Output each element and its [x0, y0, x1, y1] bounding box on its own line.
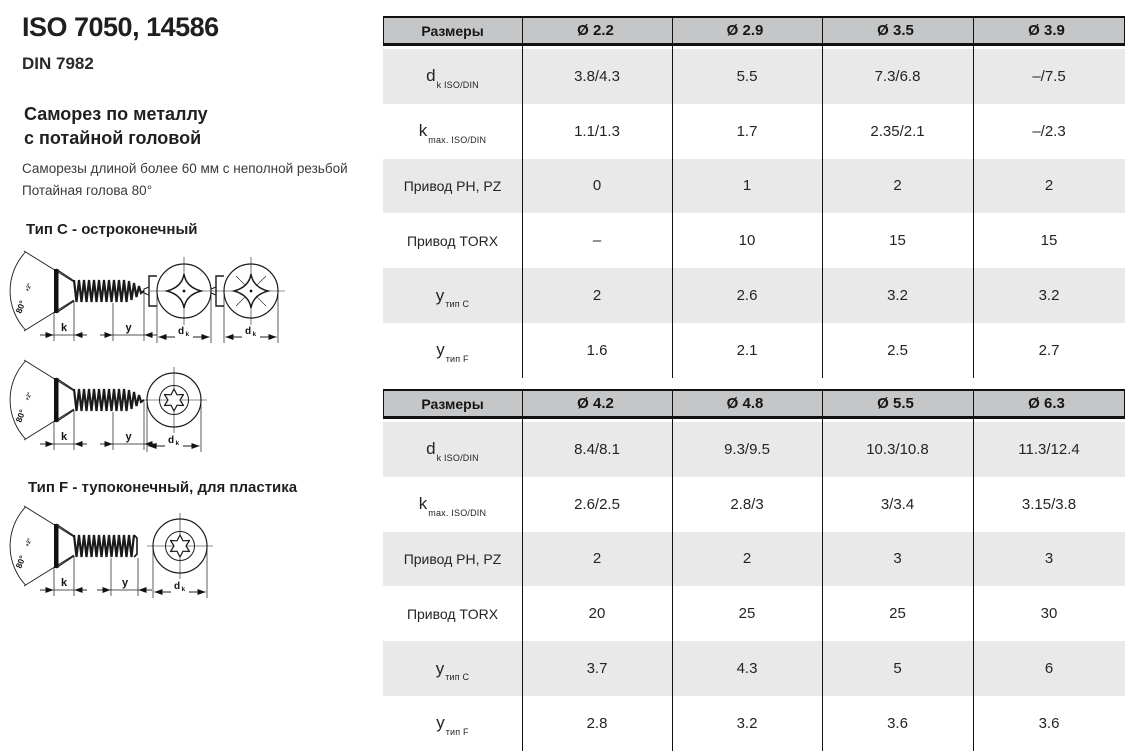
column-header-diameter: Ø 2.9: [726, 22, 764, 39]
row-label: [383, 159, 522, 214]
table-header-row: [383, 389, 1125, 419]
row-label-symbol: y: [435, 658, 445, 678]
table-value-cell: 30: [1040, 605, 1058, 623]
table-value-cell: 5: [893, 660, 902, 678]
dk-dimension-label: d: [177, 326, 185, 337]
table-row: [383, 586, 1125, 641]
pz-head-view: [211, 257, 285, 343]
column-header-diameter: Ø 2.2: [577, 22, 614, 39]
table-value-cell: –/7.5: [1032, 67, 1066, 85]
table-value-cell: 3.2: [887, 287, 908, 305]
table-value-cell: –: [592, 232, 602, 250]
column-header-diameter: Ø 6.3: [1028, 395, 1065, 412]
table-row: [383, 641, 1125, 696]
angle-tolerance-label: +2°: [24, 282, 34, 293]
dk-dimension-subscript: k: [185, 331, 190, 338]
row-label: [383, 104, 522, 159]
column-divider: [973, 389, 974, 751]
dk-dimension-subscript: k: [175, 440, 180, 447]
column-divider: [522, 16, 523, 378]
description-line-2: Потайная голова 80°: [22, 183, 153, 198]
table-row: [383, 159, 1125, 214]
row-label: [383, 268, 522, 323]
row-label: [383, 323, 522, 378]
screw-head-face: [54, 524, 59, 568]
table-value-cell: 3.15/3.8: [1021, 495, 1077, 513]
screw-head-face: [54, 269, 59, 313]
column-header-diameter: Ø 3.5: [877, 22, 914, 39]
head-cone-bottom: [56, 556, 74, 568]
row-label: [383, 532, 522, 587]
table-value-cell: 10.3/10.8: [866, 440, 929, 458]
angle-arc: [10, 507, 25, 585]
table-value-cell: 8.4/8.1: [574, 440, 620, 458]
table-value-cell: 3: [893, 550, 902, 568]
table-value-cell: 2.7: [1038, 341, 1060, 359]
table-value-cell: 2.8/3: [730, 495, 764, 513]
table-body: [383, 422, 1125, 751]
table-value-cell: 3.7: [586, 660, 608, 678]
table-value-cell: 7.3/6.8: [874, 67, 921, 85]
row-label: [383, 49, 522, 104]
dk-dimension-subscript: k: [252, 331, 257, 338]
y-dimension-label: y: [125, 322, 132, 334]
table-value-cell: 10: [738, 232, 756, 250]
column-header-diameter: Ø 5.5: [877, 395, 914, 412]
column-divider: [822, 389, 823, 751]
thread-profile: [74, 535, 134, 557]
table-value-cell: 3.2: [1038, 287, 1060, 305]
table-value-cell: 1: [742, 177, 752, 195]
row-label: [383, 586, 522, 641]
torx-head-view: [141, 367, 207, 452]
row-label-symbol: d: [426, 66, 436, 86]
row-label: [383, 477, 522, 532]
thread-profile: [74, 389, 144, 411]
row-label-subscript: k ISO/DIN: [436, 452, 479, 463]
head-cone-top: [56, 378, 74, 390]
table-value-cell: 1.1/1.3: [574, 122, 620, 140]
left-panel: [0, 0, 383, 753]
table-value-cell: 3.6: [887, 714, 908, 732]
thread-profile: [74, 280, 144, 302]
table-value-cell: 4.3: [736, 660, 758, 678]
table-row: [383, 268, 1125, 323]
table-row: [383, 477, 1125, 532]
angle-leg-top: [24, 251, 74, 282]
row-label-subscript: тип F: [445, 726, 469, 737]
table-value-cell: 25: [738, 605, 756, 623]
dk-dimension-label: d: [244, 326, 252, 337]
table-value-cell: 3: [1044, 550, 1054, 568]
torx-recess-icon: [171, 535, 190, 557]
type-c-ph-pz-drawing: [8, 249, 286, 345]
torx-head-view: [147, 513, 213, 598]
k-dimension-label: k: [60, 322, 68, 334]
k-dimension-label: k: [60, 577, 68, 589]
table-value-cell: 15: [889, 232, 906, 250]
screw-head-face: [54, 378, 59, 422]
product-name-line-1: Саморез по металлу: [24, 104, 208, 124]
row-label-subscript: тип C: [445, 298, 470, 309]
row-label-subscript: тип F: [445, 353, 469, 364]
table-value-cell: 20: [588, 605, 606, 623]
type-f-heading: Тип F - тупоконечный, для пластика: [28, 479, 298, 496]
size-table-small-diameters: [383, 16, 1125, 378]
type-c-torx-drawing: [8, 358, 218, 454]
table-row: [383, 422, 1125, 477]
row-label: [383, 213, 522, 268]
table-header-dimensions: Размеры: [421, 22, 484, 39]
table-value-cell: 2: [592, 550, 602, 568]
table-value-cell: 3.8/4.3: [574, 67, 620, 85]
table-value-cell: 2.6/2.5: [574, 495, 620, 513]
table-value-cell: 2.35/2.1: [870, 122, 925, 140]
head-cone-top: [56, 269, 74, 281]
table-value-cell: 5.5: [736, 67, 758, 85]
table-value-cell: 2.6: [736, 287, 758, 305]
row-label-subscript: max. ISO/DIN: [428, 134, 487, 145]
row-label-symbol: y: [435, 285, 445, 305]
countersunk-screw-side-view: [10, 360, 157, 450]
angle-arc: [10, 361, 25, 439]
row-label-subscript: тип C: [445, 671, 470, 682]
type-c-heading: Тип C - остроконечный: [26, 221, 198, 238]
table-value-cell: 3.2: [736, 714, 758, 732]
head-cone-bottom: [56, 301, 74, 313]
angle-label: 80°: [13, 299, 28, 315]
table-value-cell: 0: [592, 177, 602, 195]
row-label: [383, 696, 522, 751]
y-dimension-label: y: [121, 577, 129, 589]
table-value-cell: –/2.3: [1032, 122, 1066, 140]
table-value-cell: 9.3/9.5: [724, 440, 770, 458]
head-cone-bottom: [56, 410, 74, 422]
table-value-cell: 25: [889, 605, 906, 623]
center-dot: [183, 290, 186, 293]
row-label-symbol: k: [418, 121, 428, 141]
table-value-cell: 2: [742, 550, 752, 568]
blunt-screw-side-view: [10, 506, 152, 596]
k-dimension-label: k: [60, 431, 68, 443]
column-divider: [672, 16, 673, 378]
table-value-cell: 1.7: [736, 122, 758, 140]
angle-label: 80°: [13, 408, 28, 424]
angle-tolerance-label: +2°: [24, 537, 34, 548]
table-row: [383, 532, 1125, 587]
center-dot: [250, 290, 253, 293]
type-f-torx-drawing: [8, 504, 220, 600]
table-row: [383, 696, 1125, 751]
table-row: [383, 49, 1125, 104]
row-label-symbol: y: [436, 713, 445, 733]
table-value-cell: 2: [893, 177, 902, 195]
row-label-subscript: k ISO/DIN: [436, 79, 479, 90]
table-header-row: [383, 16, 1125, 46]
table-value-cell: 2: [1044, 177, 1054, 195]
row-label-symbol: k: [418, 494, 428, 514]
table-value-cell: 2: [592, 287, 602, 305]
dk-dimension-label: d: [167, 435, 175, 446]
row-label-symbol: d: [426, 439, 436, 459]
table-row: [383, 213, 1125, 268]
size-table-large-diameters: [383, 389, 1125, 751]
standard-title: ISO 7050, 14586: [22, 12, 219, 42]
angle-tolerance-label: +2°: [24, 391, 34, 402]
row-label-symbol: y: [436, 340, 445, 360]
table-header-dimensions: Размеры: [421, 395, 484, 412]
row-label-symbol: Привод TORX: [406, 605, 499, 622]
dk-dimension-subscript: k: [181, 586, 186, 593]
row-label-symbol: Привод PH, PZ: [403, 550, 502, 567]
angle-leg-top: [24, 360, 74, 391]
head-profile-notch: [144, 287, 149, 295]
table-value-cell: 6: [1044, 660, 1054, 678]
row-label-symbol: Привод PH, PZ: [403, 177, 502, 194]
column-divider: [973, 16, 974, 378]
column-divider: [822, 16, 823, 378]
table-value-cell: 2.5: [887, 341, 908, 359]
countersunk-screw-side-view: [10, 251, 157, 341]
ph-head-view: [144, 257, 218, 343]
table-value-cell: 2.8: [586, 714, 608, 732]
column-header-diameter: Ø 3.9: [1028, 22, 1065, 39]
y-dimension-label: y: [125, 431, 132, 443]
row-label-subscript: max. ISO/DIN: [428, 507, 487, 518]
table-value-cell: 1.6: [586, 341, 608, 359]
column-divider: [672, 389, 673, 751]
column-header-diameter: Ø 4.8: [726, 395, 764, 412]
head-cone-top: [56, 524, 74, 536]
torx-recess-icon: [165, 389, 184, 411]
description-line-1: Саморезы длиной более 60 мм с неполной резьбой: [22, 161, 348, 176]
angle-arc: [10, 252, 25, 330]
table-value-cell: 2.1: [736, 341, 758, 359]
column-divider: [522, 389, 523, 751]
product-name-line-2: с потайной головой: [24, 128, 202, 148]
angle-label: 80°: [13, 554, 28, 570]
column-header-diameter: Ø 4.2: [577, 395, 614, 412]
angle-leg-top: [24, 506, 74, 537]
row-label: [383, 422, 522, 477]
din-title: DIN 7982: [22, 54, 94, 73]
dk-dimension-label: d: [173, 581, 181, 592]
row-label-symbol: Привод TORX: [406, 232, 499, 249]
table-value-cell: 15: [1040, 232, 1058, 250]
table-row: [383, 323, 1125, 378]
table-row: [383, 104, 1125, 159]
table-body: [383, 49, 1125, 378]
row-label: [383, 641, 522, 696]
table-value-cell: 11.3/12.4: [1018, 440, 1080, 458]
table-value-cell: 3.6: [1038, 714, 1060, 732]
table-value-cell: 3/3.4: [880, 495, 915, 513]
